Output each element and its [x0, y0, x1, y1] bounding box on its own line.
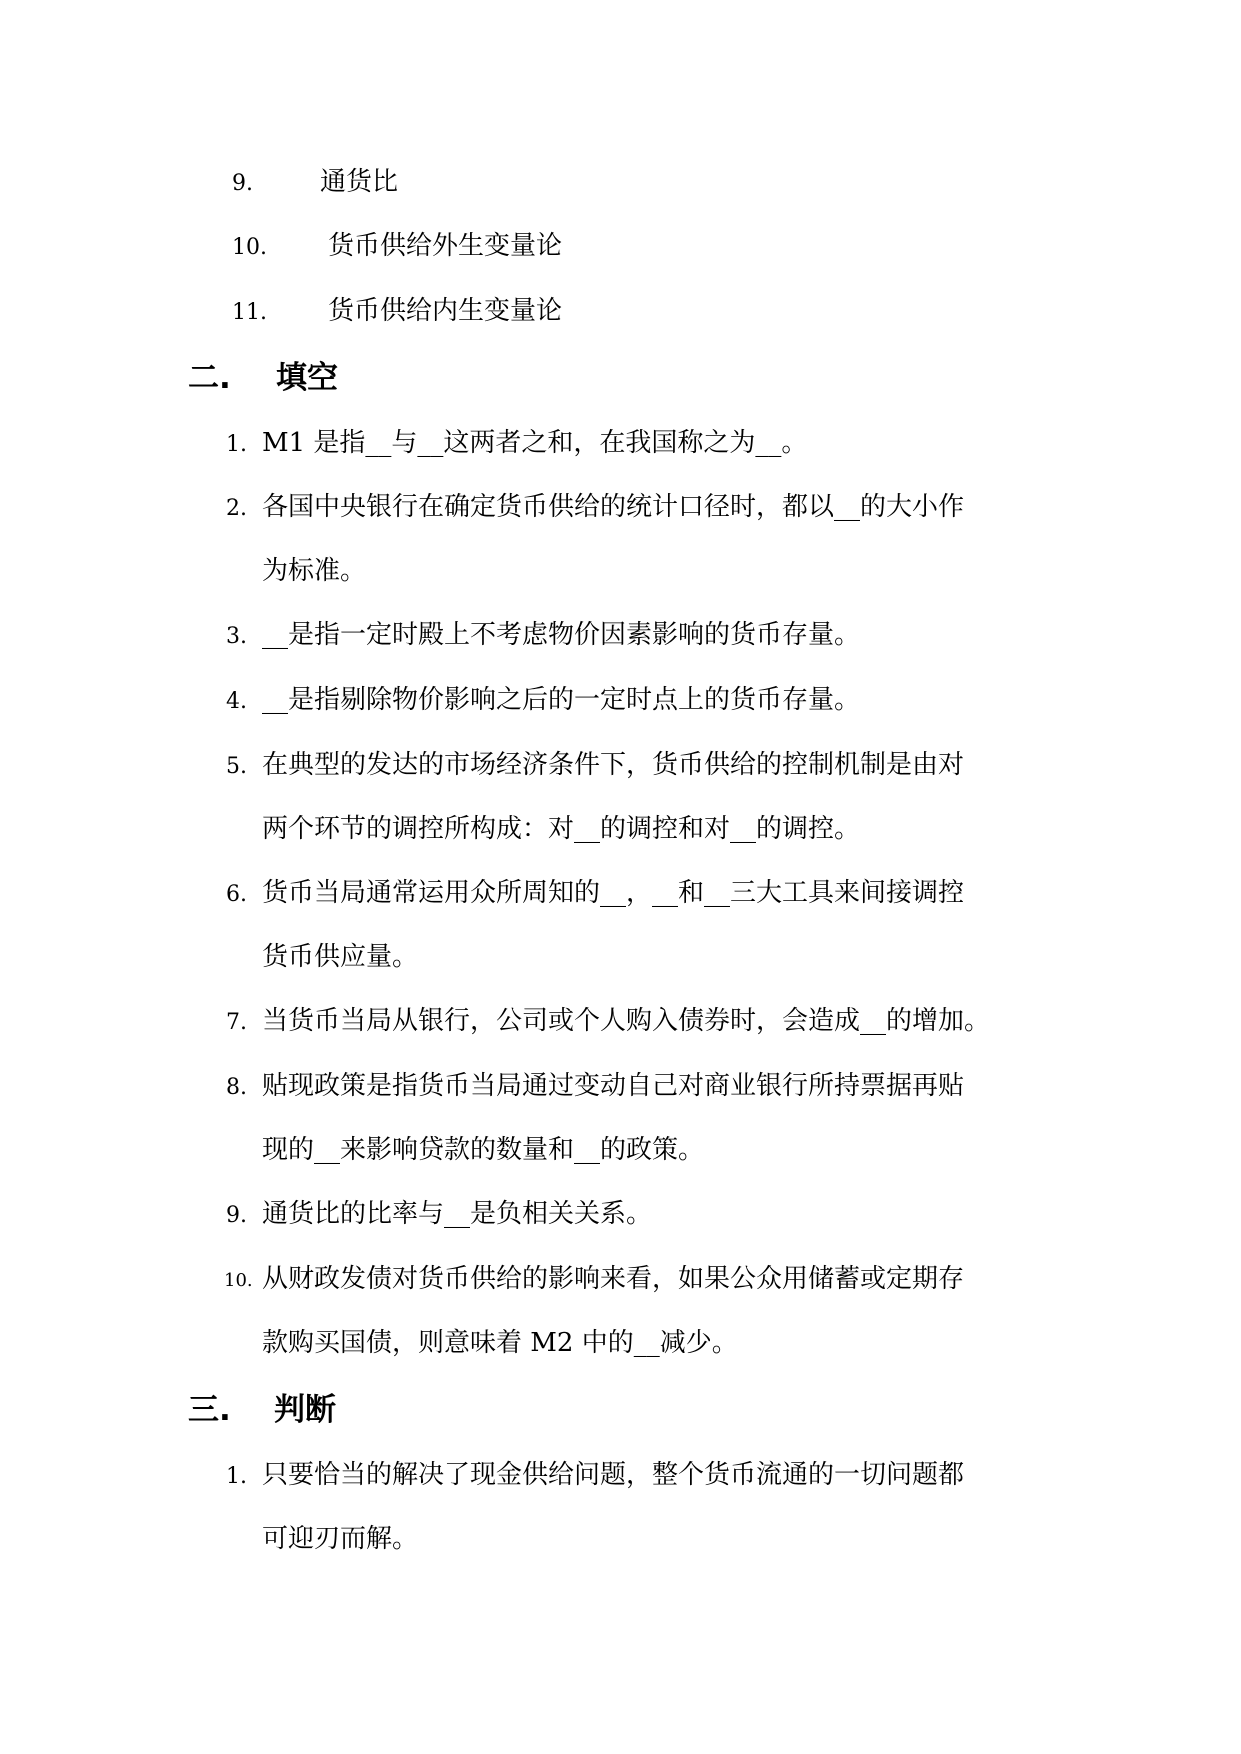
item-number: 7. [226, 1010, 247, 1035]
item-text: 贴现政策是指货币当局通过变动自己对商业银行所持票据再贴 [262, 1071, 965, 1101]
item-text: __是指剔除物价影响之后的一定时点上的货币存量。 [262, 685, 861, 715]
item-number: 10. [224, 1270, 253, 1291]
term-number: 10. [232, 235, 267, 260]
term-text: 通货比 [320, 167, 399, 197]
term-text: 货币供给外生变量论 [328, 231, 563, 261]
item-text: 通货比的比率与__是负相关关系。 [262, 1199, 653, 1229]
item-text-continued: 货币供应量。 [262, 942, 419, 972]
item-text-continued: 款购买国债，则意味着 M2 中的__减少。 [262, 1328, 738, 1358]
term-number: 11. [232, 300, 267, 325]
term-number: 9. [232, 171, 253, 196]
item-number: 6. [226, 882, 247, 907]
item-text: M1 是指__与__这两者之和，在我国称之为__。 [262, 428, 808, 458]
item-number: 5. [226, 754, 247, 779]
item-text-continued: 两个环节的调控所构成：对__的调控和对__的调控。 [262, 814, 861, 844]
item-text: 货币当局通常运用众所周知的__，__和__三大工具来间接调控 [262, 878, 965, 908]
section-title: 判断 [274, 1392, 336, 1428]
term-text: 货币供给内生变量论 [328, 296, 563, 326]
item-number: 2. [226, 496, 247, 521]
item-text-continued: 为标准。 [262, 556, 367, 586]
section-number: 二. [188, 360, 231, 396]
item-text: 只要恰当的解决了现金供给问题，整个货币流通的一切问题都 [262, 1460, 965, 1490]
item-text: 从财政发债对货币供给的影响来看，如果公众用储蓄或定期存 [262, 1264, 965, 1294]
item-number: 1. [226, 1464, 247, 1489]
section-title: 填空 [276, 360, 338, 396]
item-text-continued: 可迎刃而解。 [262, 1524, 419, 1554]
item-number: 1. [226, 432, 247, 457]
item-text: 各国中央银行在确定货币供给的统计口径时，都以__的大小作 [262, 492, 965, 522]
item-number: 8. [226, 1075, 247, 1100]
item-number: 9. [226, 1203, 247, 1228]
item-text-continued: 现的__来影响贷款的数量和__的政策。 [262, 1135, 705, 1165]
section-number: 三. [188, 1392, 231, 1428]
item-text: __是指一定时殿上不考虑物价因素影响的货币存量。 [262, 620, 861, 650]
item-text: 当货币当局从银行，公司或个人购入债券时，会造成__的增加。 [262, 1006, 991, 1036]
item-text: 在典型的发达的市场经济条件下，货币供给的控制机制是由对 [262, 750, 965, 780]
item-number: 3. [226, 624, 247, 649]
item-number: 4. [226, 689, 247, 714]
